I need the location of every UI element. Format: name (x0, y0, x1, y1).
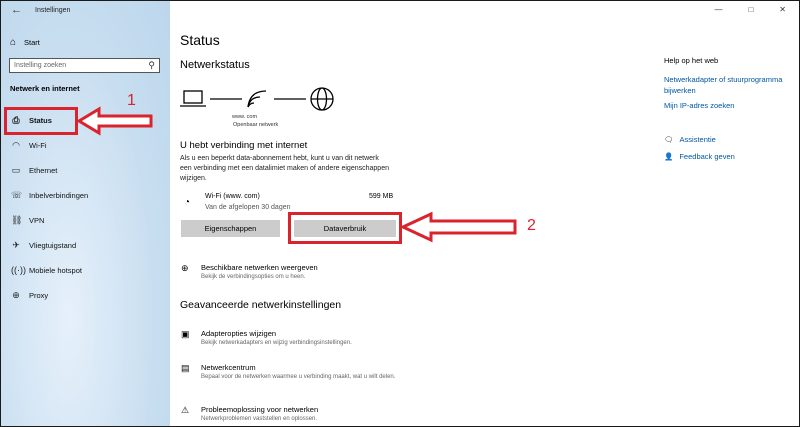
wifi-connection-icon: ◔ (184, 197, 191, 208)
wifi-icon: ◠ (12, 140, 20, 150)
warning-icon: ⚠ (181, 405, 190, 415)
sidebar-item-airplane[interactable] (11, 240, 76, 251)
sidebar-item-wifi[interactable] (11, 140, 47, 151)
chat-icon: 🗨 (664, 135, 674, 144)
annotation-marker-1: 1 (127, 92, 136, 109)
adapter-icon: ▣ (181, 329, 190, 339)
network-diagram (180, 87, 340, 127)
sidebar-item-dialup[interactable] (11, 190, 88, 201)
network-center-link[interactable] (181, 363, 395, 380)
internet-globe-icon (311, 88, 333, 110)
available-networks-link[interactable] (181, 263, 318, 280)
help-title: Help op het web (664, 56, 719, 65)
sidebar-item-label: Status (29, 116, 52, 125)
adapter-options-subtitle: Bekijk netwerkadapters en wijzig verbindingsinstellingen. (201, 340, 352, 346)
properties-button[interactable]: Eigenschappen (181, 220, 280, 237)
troubleshoot-link[interactable] (181, 405, 318, 422)
airplane-icon: ✈ (12, 240, 20, 250)
vpn-icon: ⛓ (11, 215, 23, 225)
help-link-ip-address[interactable]: Mijn IP-adres zoeken (664, 101, 735, 110)
close-button[interactable]: ✕ (779, 5, 786, 14)
status-icon: ⎙ (12, 115, 20, 125)
search-input[interactable] (9, 58, 160, 73)
sidebar-item-label: Ethernet (29, 166, 58, 175)
connected-description: Als u een beperkt data-abonnement hebt, kunt u van dit netwerk een verbinding met een datalimiet maken of andere eigenschappen wijzigen. (180, 155, 389, 182)
nav-start-label: Start (24, 38, 40, 47)
sidebar-item-label: Vliegtuigstand (29, 241, 77, 250)
sidebar-item-vpn[interactable] (11, 215, 44, 226)
connected-heading: U hebt verbinding met internet (180, 140, 308, 151)
network-status-heading: Netwerkstatus (180, 59, 250, 71)
app-title: Instellingen (35, 7, 71, 14)
sidebar-item-label: Mobiele hotspot (29, 265, 82, 275)
page-title: Status (180, 32, 220, 48)
highlight-box-data-usage (288, 212, 402, 244)
wifi-signal-icon (248, 91, 266, 107)
adapter-options-title: Adapteropties wijzigen (201, 329, 277, 338)
assist-label: Assistentie (679, 135, 716, 144)
maximize-button[interactable]: □ (748, 5, 754, 14)
feedback-label: Feedback geven (679, 152, 735, 161)
data-usage-button[interactable]: Dataverbruik (294, 220, 396, 237)
network-type-label: Openbaar netwerk (233, 122, 279, 128)
connection-name: Wi-Fi (www. com) (205, 193, 260, 200)
hotspot-icon: ((·)) (11, 265, 26, 275)
window-controls (714, 5, 786, 14)
globe-icon: ⊕ (12, 290, 20, 300)
search-icon: ⚲ (148, 60, 155, 70)
sidebar-item-label: VPN (29, 216, 45, 225)
back-button[interactable]: ← (11, 4, 22, 16)
network-domain-label: www. com (232, 114, 258, 120)
available-networks-subtitle: Bekijk de verbindingsopties om u heen. (201, 274, 306, 280)
nav-start[interactable] (10, 37, 40, 48)
sidebar (1, 1, 170, 426)
troubleshoot-title: Probleemoplossing voor netwerken (201, 405, 319, 414)
sidebar-item-label: Wi-Fi (29, 141, 47, 150)
sidebar-item-hotspot[interactable] (11, 265, 82, 275)
network-center-title: Netwerkcentrum (201, 363, 256, 372)
feedback-link[interactable] (664, 152, 735, 161)
network-center-subtitle: Bepaal voor de netwerken waarmee u verbinding maakt, wat u wilt delen. (201, 374, 396, 380)
network-globe-icon: ⊕ (181, 263, 189, 273)
help-link-adapter-driver[interactable]: Netwerkadapter of stuurprogramma bijwerken (664, 75, 783, 95)
connection-period: Van de afgelopen 30 dagen (205, 204, 291, 211)
sidebar-item-label: Proxy (29, 291, 49, 300)
dialup-icon: ☏ (11, 190, 23, 200)
feedback-person-icon: 👤 (664, 152, 674, 161)
adapter-options-link[interactable] (181, 329, 352, 346)
annotation-arrow-2 (401, 211, 519, 243)
sidebar-item-label: Inbelverbindingen (29, 191, 89, 200)
sidebar-item-proxy[interactable] (11, 290, 48, 301)
minimize-button[interactable]: — (714, 5, 723, 14)
network-center-icon: ▤ (181, 363, 190, 373)
available-networks-title: Beschikbare netwerken weergeven (201, 263, 318, 272)
ethernet-icon: ▭ (11, 165, 21, 175)
annotation-arrow-1 (77, 106, 157, 136)
annotation-marker-2: 2 (527, 217, 536, 234)
laptop-icon (180, 91, 206, 106)
network-diagram-graphic (180, 87, 340, 113)
sidebar-item-ethernet[interactable] (11, 165, 57, 176)
advanced-heading: Geavanceerde netwerkinstellingen (180, 299, 342, 311)
assist-link[interactable] (664, 135, 716, 144)
title-bar (1, 1, 170, 21)
troubleshoot-subtitle: Netwerkproblemen vaststellen en oplossen. (201, 416, 318, 422)
home-icon: ⌂ (10, 37, 17, 48)
search-placeholder: Instelling zoeken (14, 62, 67, 69)
sidebar-section-title: Netwerk en internet (10, 84, 80, 93)
highlight-box-status (4, 107, 78, 135)
connection-usage: 599 MB (369, 193, 394, 200)
